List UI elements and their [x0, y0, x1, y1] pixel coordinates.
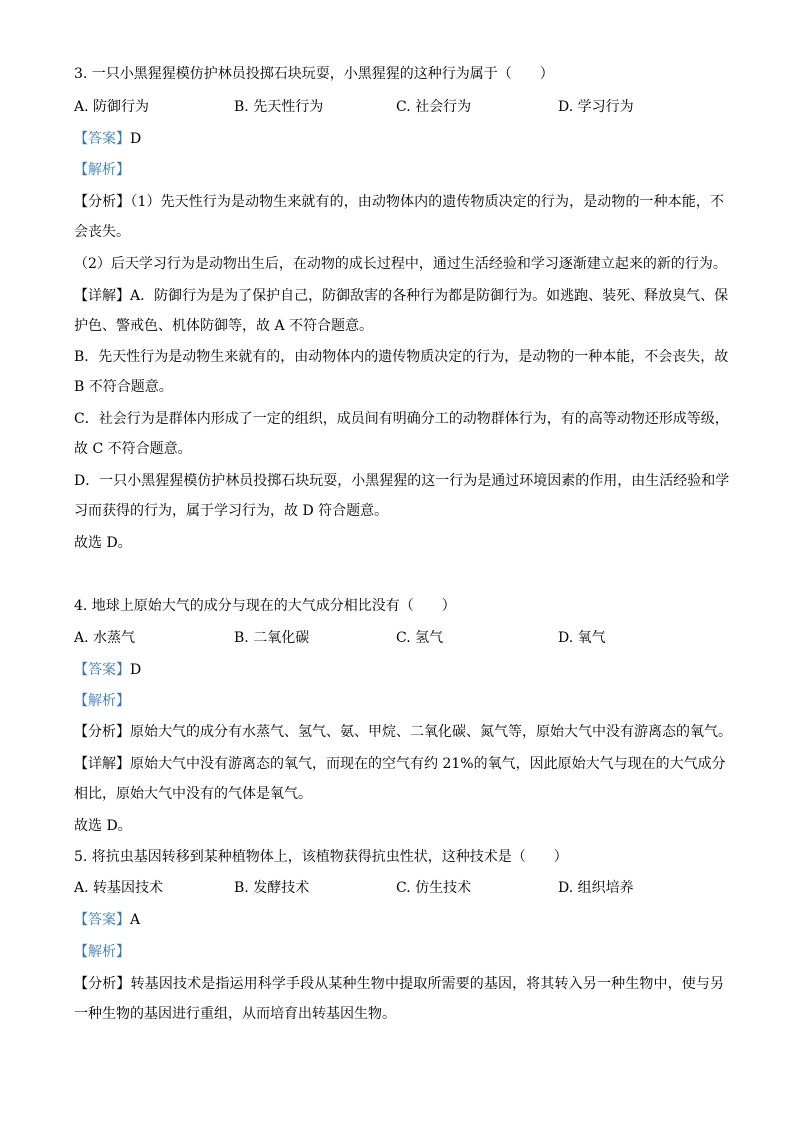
q4-option-c: C. 氢气	[396, 630, 444, 646]
q3-fenxi-line-2: 会丧失。	[74, 224, 130, 240]
q5-option-b: B. 发酵技术	[234, 880, 310, 896]
answer-tag: 【答案】	[74, 662, 130, 678]
q4-fenxi	[74, 722, 732, 742]
answer-value: D	[130, 131, 142, 147]
q3-detail-c-2: 故 C 不符合题意。	[74, 441, 192, 457]
answer-value: D	[130, 662, 142, 678]
q5-answer	[74, 910, 724, 930]
fenxi-text: 原始大气的成分有水蒸气、氢气、氨、甲烷、二氧化碳、氮气等，原始大气中没有游离态的氧气。	[130, 724, 732, 740]
question-3-stem: 3. 一只小黑猩猩模仿护林员投掷石块玩耍，小黑猩猩的这种行为属于（ ）	[74, 66, 554, 82]
question-5-stem: 5. 将抗虫基因转移到某种植物体上，该植物获得抗虫性状，这种技术是（ ）	[74, 849, 568, 865]
fenxi-tag: 【分析】	[74, 976, 131, 992]
answer-tag: 【答案】	[74, 131, 130, 147]
q3-detail-c-1: C．社会行为是群体内形成了一定的组织，成员间有明确分工的动物群体行为，有的高等动物还形成等级，	[74, 411, 729, 427]
fenxi-tag: 【分析】	[74, 724, 130, 740]
q3-answer	[74, 129, 724, 149]
question-4-stem: 4. 地球上原始大气的成分与现在的大气成分相比没有（ ）	[74, 598, 456, 614]
q5-fenxi-2: 一种生物的基因进行重组，从而培育出转基因生物。	[74, 1006, 396, 1022]
q5-option-c: C. 仿生技术	[396, 880, 472, 896]
xiangjie-tag: 【详解】	[74, 288, 130, 304]
q3-detail-d-2: 习而获得的行为，属于学习行为，故 D 符合题意。	[74, 503, 389, 519]
q4-detail-1	[74, 754, 724, 774]
q3-option-d: D. 学习行为	[558, 99, 634, 115]
q4-answer	[74, 660, 724, 680]
q3-fenxi-line-3: （2）后天学习行为是动物出生后，在动物的成长过程中，通过生活经验和学习逐渐建立起来的新的行为。	[74, 256, 727, 272]
answer-tag: 【答案】	[74, 912, 130, 928]
q4-option-a: A. 水蒸气	[74, 630, 136, 646]
q5-fenxi-1	[74, 974, 724, 994]
q3-detail-b-1: B．先天性行为是动物生来就有的，由动物体内的遗传物质决定的行为，是动物的一种本能，不会丧失，故	[74, 349, 729, 365]
q4-analysis-tag: 【解析】	[74, 693, 130, 709]
q4-detail-2: 相比，原始大气中没有的气体是氧气。	[74, 786, 312, 802]
q5-option-a: A. 转基因技术	[74, 880, 164, 896]
fenxi-text: 转基因技术是指运用科学手段从某种生物中提取所需要的基因，将其转入另一种生物中，使与另	[130, 976, 725, 992]
q4-option-b: B. 二氧化碳	[234, 630, 310, 646]
q4-conclusion: 故选 D。	[74, 818, 132, 834]
q3-option-a: A. 防御行为	[74, 99, 150, 115]
q3-detail-d-1: D．一只小黑猩猩模仿护林员投掷石块玩耍，小黑猩猩的这一行为是通过环境因素的作用，由生活经验和学	[74, 473, 730, 489]
q3-option-b: B. 先天性行为	[234, 99, 324, 115]
q3-fenxi-line-1	[74, 192, 724, 212]
fenxi-tag: 【分析】	[74, 194, 131, 210]
q3-conclusion: 故选 D。	[74, 535, 132, 551]
q3-analysis-tag: 【解析】	[74, 162, 130, 178]
q5-option-d: D. 组织培养	[558, 880, 634, 896]
q3-detail-a-1	[74, 286, 729, 306]
detail-text: 原始大气中没有游离态的氧气，而现在的空气有约 21%的氧气，因此原始大气与现在的大气成分	[130, 756, 726, 772]
fenxi-text: （1）先天性行为是动物生来就有的，由动物体内的遗传物质决定的行为，是动物的一种本能，不	[130, 194, 725, 210]
q3-option-c: C. 社会行为	[396, 99, 472, 115]
q4-option-d: D. 氧气	[558, 630, 606, 646]
xiangjie-tag: 【详解】	[74, 756, 130, 772]
q3-detail-a-2: 护色、警戒色、机体防御等，故 A 不符合题意。	[74, 318, 374, 334]
answer-value: A	[130, 912, 141, 928]
q3-detail-b-2: B 不符合题意。	[74, 379, 173, 395]
detail-text: A．防御行为是为了保护自己，防御敌害的各种行为都是防御行为。如逃跑、装死、释放臭气、保	[130, 288, 729, 304]
q5-analysis-tag: 【解析】	[74, 944, 130, 960]
